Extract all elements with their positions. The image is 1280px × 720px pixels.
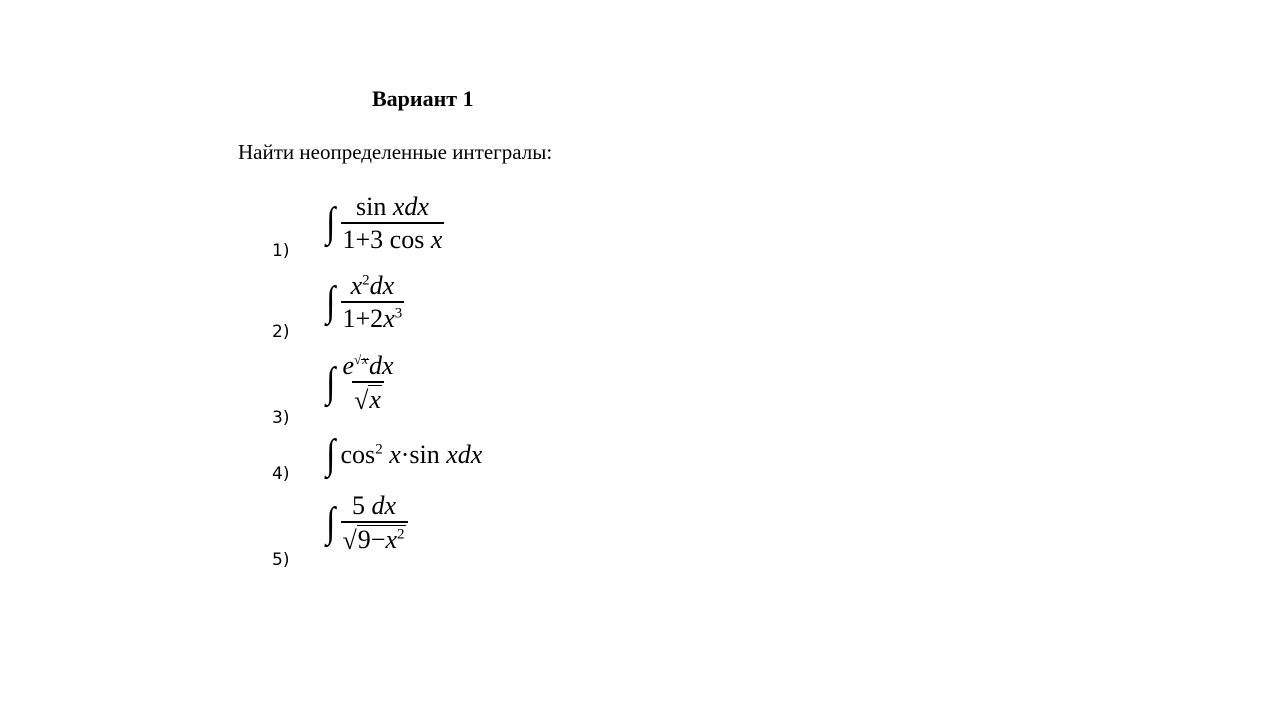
- problem-number: 3): [272, 408, 290, 428]
- problem-number: 2): [272, 322, 290, 342]
- integral-formula-3: ∫ e √ x dx √ x: [326, 351, 394, 415]
- integral-formula-5: ∫ 5 dx √ $9-x^2$: [325, 492, 408, 554]
- problem-number: 1): [272, 241, 290, 261]
- variant-title: Вариант 1: [372, 86, 474, 111]
- problem-number: 5): [272, 550, 290, 570]
- integral-formula-1: ∫ $\frac{\text{sin xdx}}{\text{1+3 cos x}}$: [326, 192, 443, 255]
- integral-formula-4: ∫ $\cos^2 x\cdot\sin$ xdx: [326, 432, 483, 478]
- problem-number: 4): [272, 464, 290, 484]
- instruction-text: Найти неопределенные интегралы:: [238, 140, 553, 164]
- integral-formula-2: ∫ $\frac{x^2dx}{1+2x^3}$: [326, 271, 403, 334]
